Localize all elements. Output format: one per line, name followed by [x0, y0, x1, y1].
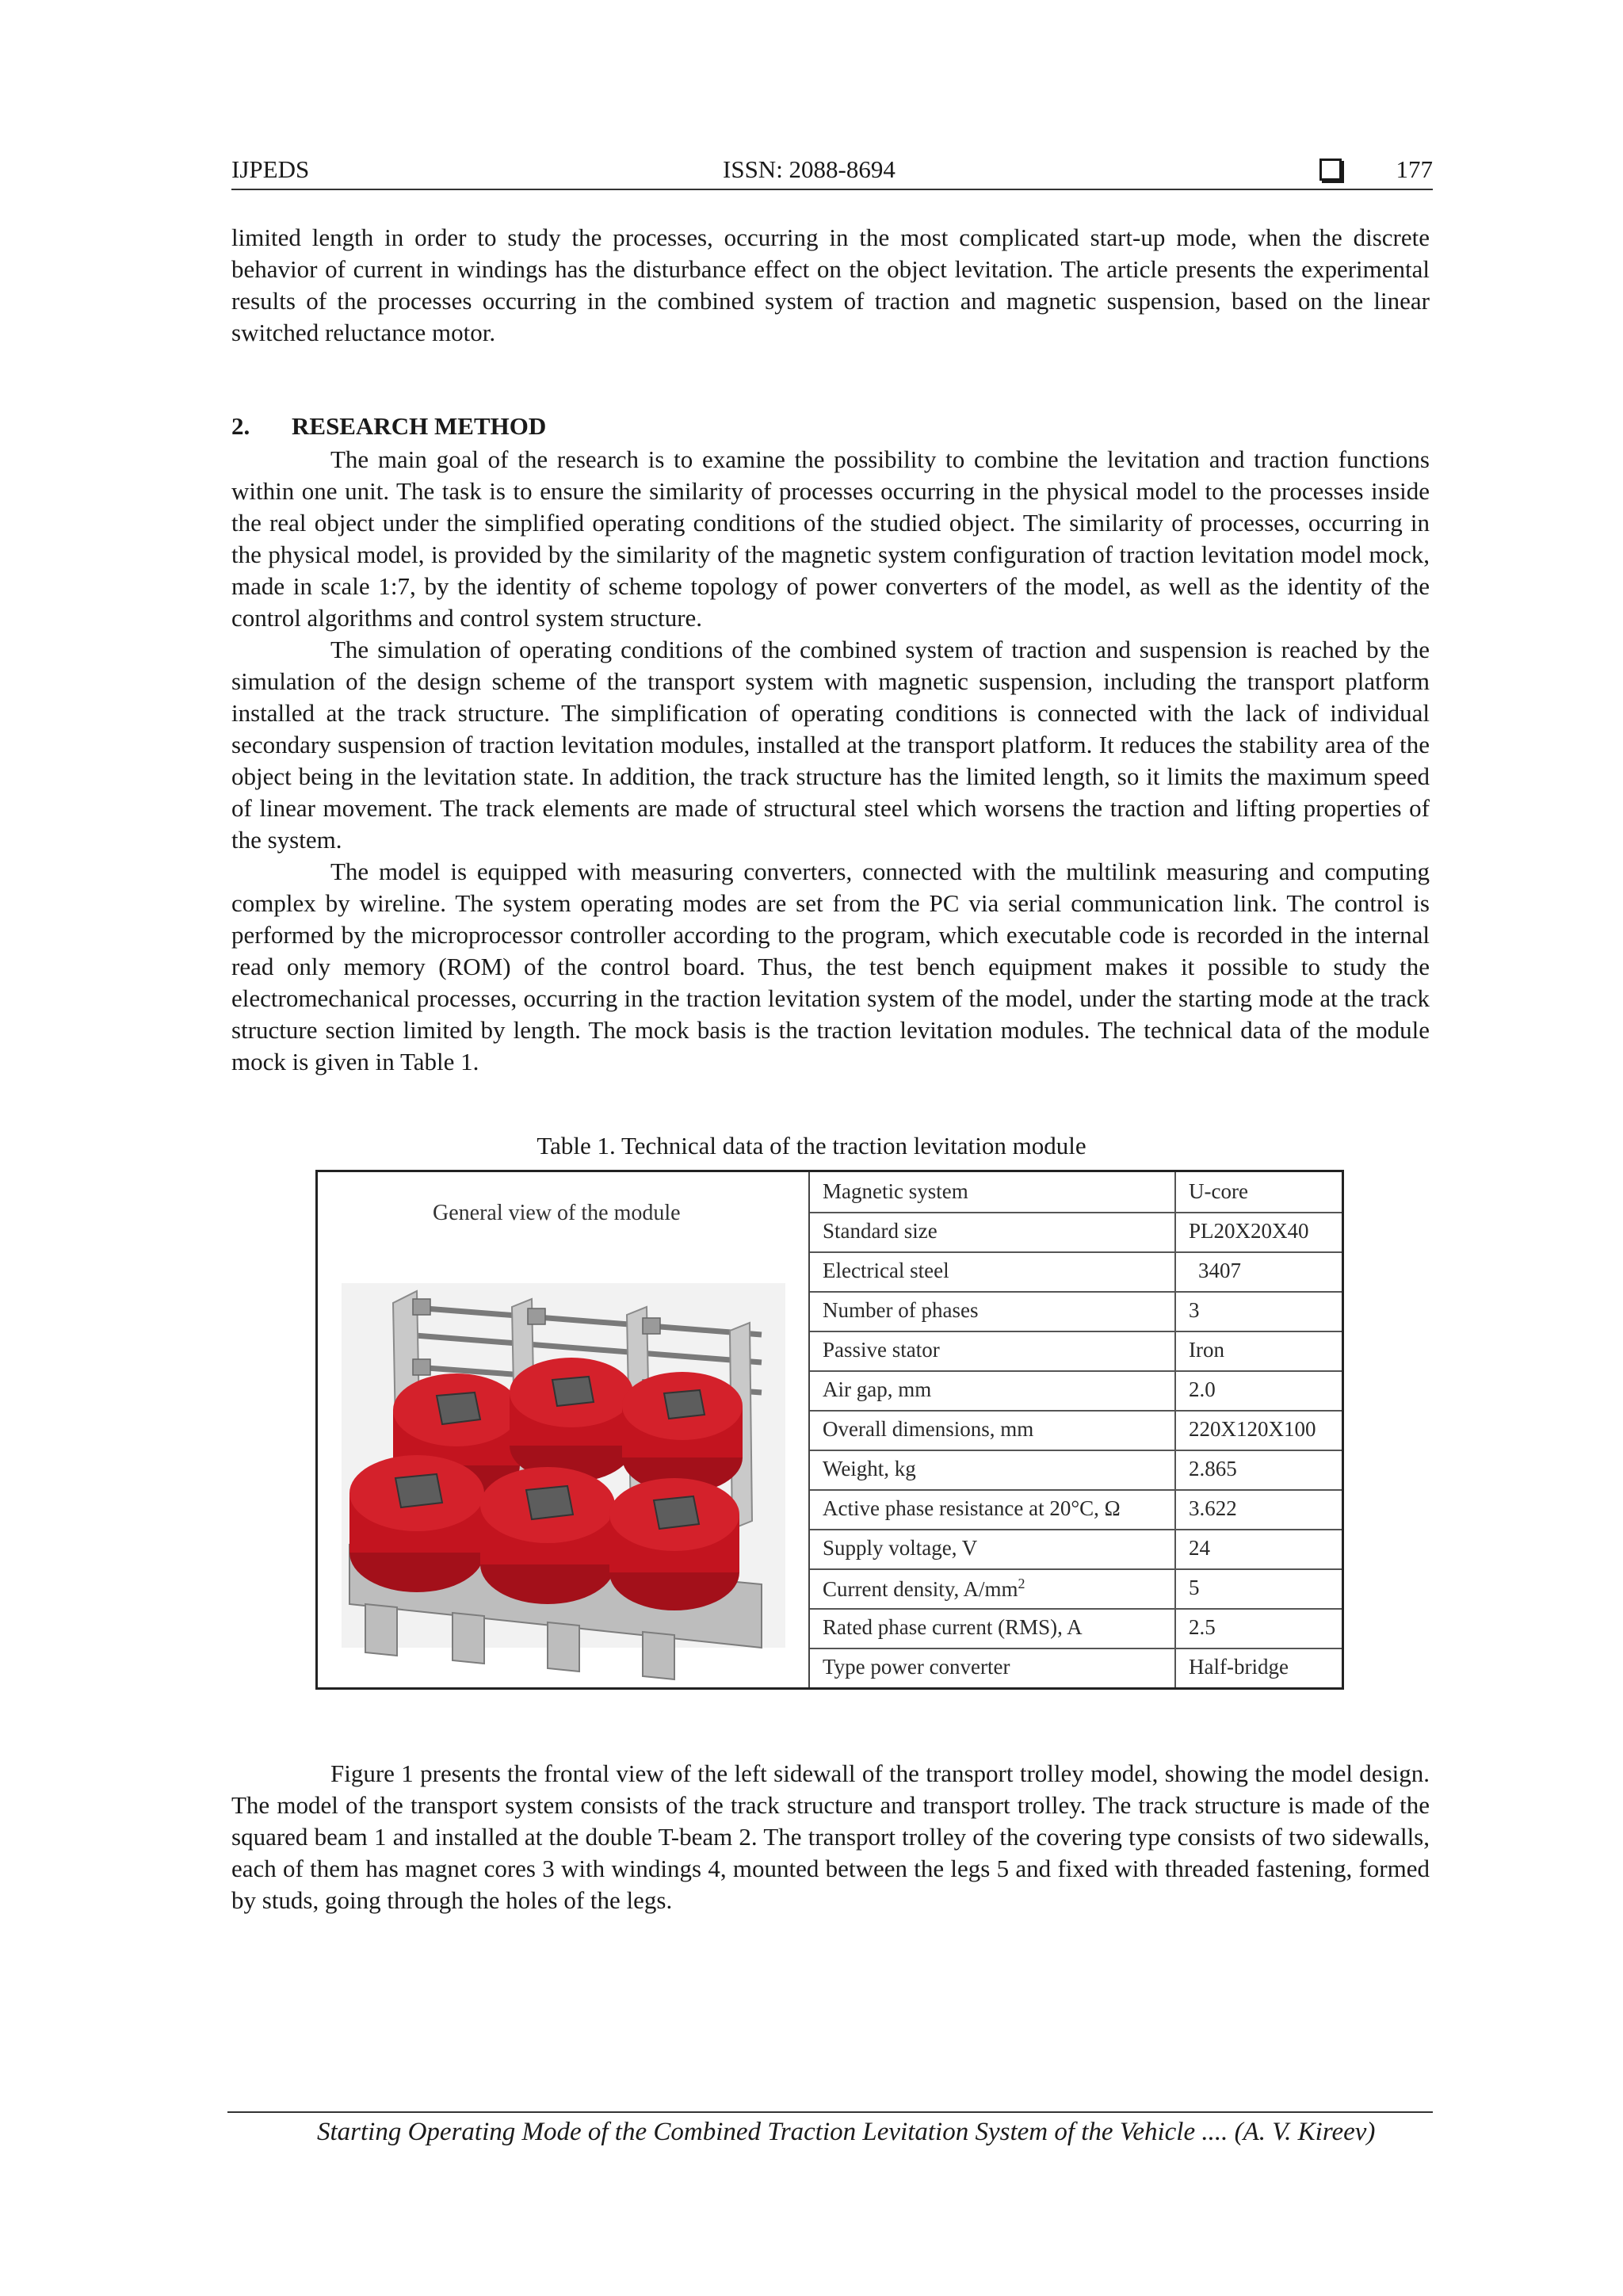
- property-name: [823, 1576, 1025, 1602]
- section-heading: [231, 412, 546, 441]
- property-name: Standard size: [823, 1219, 938, 1243]
- section-body: [231, 444, 1430, 1078]
- paragraph: The model is equipped with measuring converters, connected with the multilink measuring and computing complex by wireline. The system operating modes are set from the PC via serial communication link. The control is performed by the microprocessor controller according to the program, which executable code is recorded in the internal read only memory (ROM) of the control board. Thus, the test bench equipment makes it possible to study the electromechanical processes, occurring in the traction levitation system of the model, under the starting mode at the track structure section limited by length. The mock basis is the traction levitation modules. The technical data of the module mock is given in Table 1.: [231, 858, 1430, 1075]
- table-row: [810, 1251, 1342, 1293]
- footer-rule: [227, 2111, 1433, 2113]
- table-row: [810, 1529, 1342, 1570]
- property-name: Rated phase current (RMS), A: [823, 1615, 1083, 1639]
- table-row: [810, 1410, 1342, 1451]
- property-name: Supply voltage, V: [823, 1536, 978, 1560]
- property-value: 2.0: [1189, 1377, 1216, 1401]
- table-row: [810, 1568, 1342, 1610]
- property-name: Overall dimensions, mm: [823, 1417, 1034, 1441]
- module-photo: [318, 1172, 808, 1687]
- table-row: [810, 1450, 1342, 1491]
- property-name: Magnetic system: [823, 1179, 968, 1203]
- header-rule: [231, 189, 1433, 190]
- property-name: Electrical steel: [823, 1259, 949, 1282]
- table-row: [810, 1370, 1342, 1412]
- page-header: [231, 155, 1433, 190]
- table-row: [810, 1331, 1342, 1372]
- property-value: Iron: [1189, 1338, 1224, 1362]
- section-number: 2.: [231, 412, 250, 440]
- property-name: Active phase resistance at 20°C, Ω: [823, 1496, 1121, 1520]
- property-value: 3: [1189, 1298, 1200, 1322]
- property-value: 3407: [1198, 1259, 1241, 1282]
- issn: ISSN: 2088-8694: [723, 155, 896, 183]
- property-value: 24: [1189, 1536, 1210, 1560]
- table-row: [810, 1291, 1342, 1332]
- property-value: 2.865: [1189, 1457, 1237, 1480]
- paragraph: Figure 1 presents the frontal view of the left sidewall of the transport trolley model, showing the model design. The model of the transport system consists of the track structure and transport trolley. The track structure is made of the squared beam 1 and installed at the double T-beam 2. The transport trolley of the covering type consists of two sidewalls, each of them has magnet cores 3 with windings 4, mounted between the legs 5 and fixed with threaded fastening, formed by studs, going through the holes of the legs.: [231, 1759, 1430, 1914]
- intro-text: limited length in order to study the processes, occurring in the most complicated start-up mode, when the discrete behavior of current in windings has the disturbance effect on the object levitation. The article presents the experimental results of the processes occurring in the combined system of traction and magnetic suspension, based on the linear switched reluctance motor.: [231, 223, 1430, 346]
- property-value: 5: [1189, 1576, 1200, 1599]
- property-name: Type power converter: [823, 1655, 1010, 1679]
- property-value: Half-bridge: [1189, 1655, 1289, 1679]
- intro-paragraph: [231, 222, 1430, 349]
- property-name: Air gap, mm: [823, 1377, 932, 1401]
- table-row: [810, 1212, 1342, 1253]
- properties-column: [810, 1172, 1342, 1687]
- property-value: PL20X20X40: [1189, 1219, 1309, 1243]
- section-title: RESEARCH METHOD: [292, 412, 547, 440]
- table-row: [810, 1608, 1342, 1649]
- property-value: 3.622: [1189, 1496, 1237, 1520]
- technical-data-table: [315, 1170, 1344, 1690]
- journal-name: IJPEDS: [231, 155, 310, 183]
- paragraph: The simulation of operating conditions of the combined system of traction and suspension is reached by the simulation of the design scheme of the transport system with magnetic suspension, including the transport platform installed at the track structure. The simplification of operating conditions is connected with the lack of individual secondary suspension of traction levitation modules, installed at the transport platform. It reduces the stability area of the object being in the levitation state. In addition, the track structure has the limited length, so it limits the maximum speed of linear movement. The track elements are made of structural steel which worsens the traction and lifting properties of the system.: [231, 636, 1430, 854]
- superscript: 2: [1018, 1576, 1025, 1591]
- running-footer: Starting Operating Mode of the Combined Traction Levitation System of the Vehicle .... (A. V. Kireev): [317, 2118, 1376, 2146]
- property-value: 2.5: [1189, 1615, 1216, 1639]
- property-value: U-core: [1189, 1179, 1248, 1203]
- table-row: [810, 1489, 1342, 1530]
- table-row: [810, 1172, 1342, 1213]
- page-number: 177: [1396, 155, 1433, 183]
- table-row: [810, 1648, 1342, 1687]
- module-photo-cell: [318, 1172, 810, 1687]
- property-name: Number of phases: [823, 1298, 979, 1322]
- figure-paragraph: [231, 1758, 1430, 1916]
- property-name: Weight, kg: [823, 1457, 916, 1480]
- paragraph: The main goal of the research is to examine the possibility to combine the levitation and traction functions within one unit. The task is to ensure the similarity of processes occurring in the physical model to the processes inside the real object under the simplified operating conditions of the studied object. The similarity of processes, occurring in the physical model, is provided by the similarity of the magnetic system configuration of traction levitation model mock, made in scale 1:7, by the identity of scheme topology of power converters of the model, as well as the identity of the control algorithms and control system structure.: [231, 445, 1430, 632]
- table-caption: Table 1. Technical data of the traction levitation module: [537, 1132, 1086, 1159]
- photo-title: General view of the module: [433, 1201, 681, 1225]
- property-name-text: Current density, A/mm: [823, 1577, 1018, 1601]
- property-value: 220X120X100: [1189, 1417, 1316, 1441]
- square-bullet-icon: [1319, 159, 1342, 181]
- property-name: Passive stator: [823, 1338, 940, 1362]
